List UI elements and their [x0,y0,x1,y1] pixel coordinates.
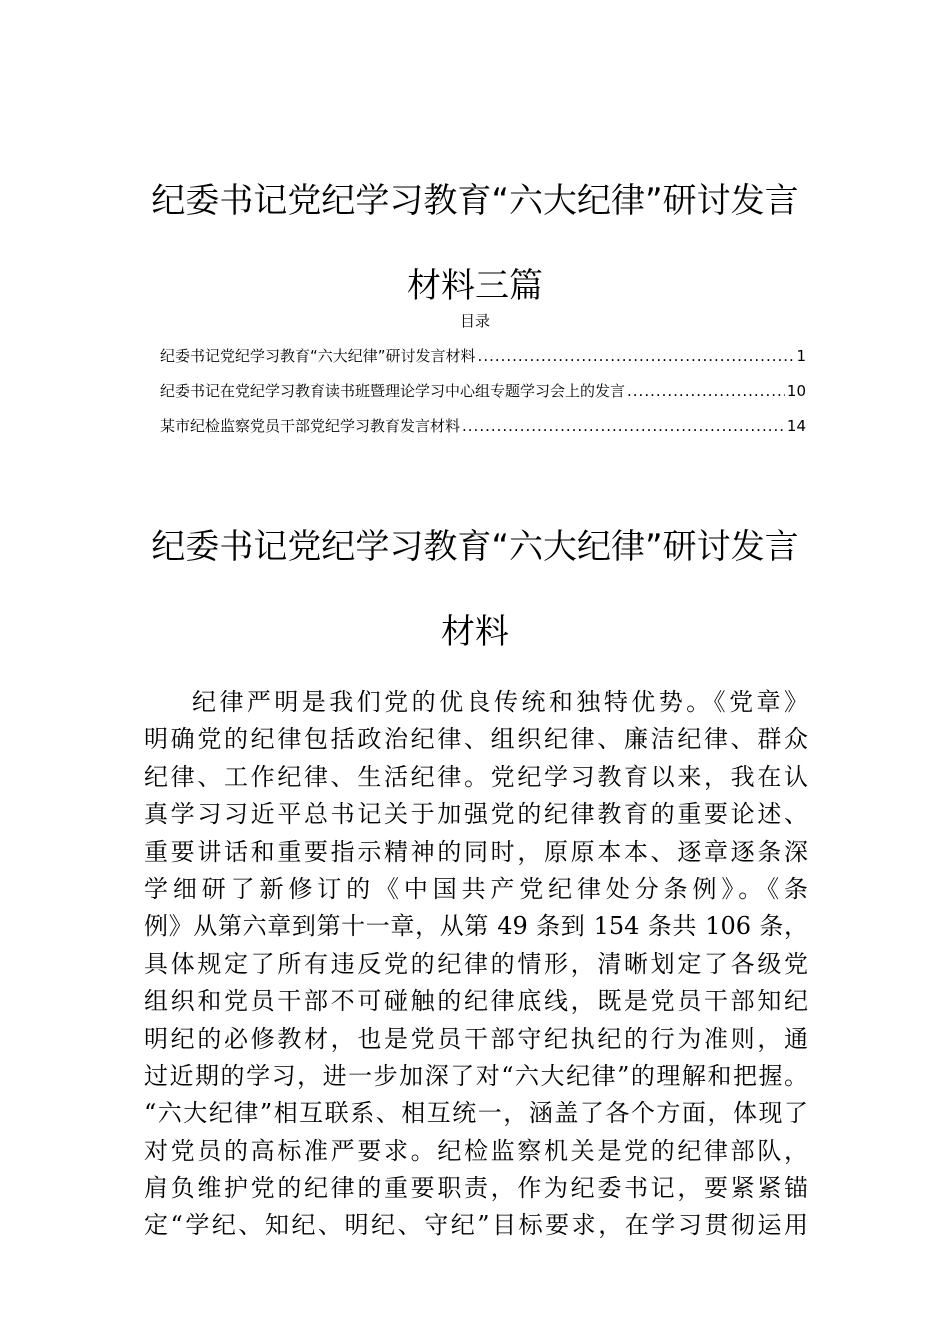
paragraph-line: 真学习习近平总书记关于加强党的纪律教育的重要论述、 [144,800,808,829]
paragraph-line: 定“学纪、知纪、明纪、守纪”目标要求，在学习贯彻运用 [144,1211,808,1240]
paragraph-line: 对党员的高标准严要求。纪检监察机关是党的纪律部队， [144,1136,808,1165]
toc-dot-leader [462,414,785,438]
toc-entry[interactable] [160,344,806,368]
body-paragraph [144,684,808,1245]
paragraph-line: 重要讲话和重要指示精神的同时，原原本本、逐章逐条深 [144,837,808,866]
paragraph-line: 明确党的纪律包括政治纪律、组织纪律、廉洁纪律、群众 [144,725,808,754]
toc-page-number: 10 [786,382,806,400]
toc-page-number: 1 [796,347,806,365]
toc-entry-text: 纪委书记党纪学习教育“六大纪律”研讨发言材料 [160,347,476,365]
toc-entry[interactable] [160,414,806,438]
toc-page-number: 14 [786,417,806,435]
toc-heading: 目录 [459,312,490,330]
paragraph-line: 明纪的必修教材，也是党员干部守纪执纪的行为准则，通 [144,1024,808,1053]
toc-entry-text: 某市纪检监察党员干部党纪学习教育发言材料 [160,417,461,435]
paragraph-line: 过近期的学习，进一步加深了对“六大纪律”的理解和把握。 [144,1061,808,1090]
paragraph-line: 具体规定了所有违反党的纪律的情形，清晰划定了各级党 [144,949,808,978]
toc-entry[interactable] [160,379,806,403]
paragraph-line: 组织和党员干部不可碰触的纪律底线，既是党员干部知纪 [144,987,808,1016]
toc-entry-text: 纪委书记在党纪学习教育读书班暨理论学习中心组专题学习会上的发言 [160,382,626,400]
paragraph-line: 纪律严明是我们党的优良传统和独特优势。《党章》 [192,688,808,716]
toc-dot-leader [627,379,785,403]
toc-dot-leader [478,344,795,368]
section-title-line: 材料 [441,612,509,652]
paragraph-line: 肩负维护党的纪律的重要职责，作为纪委书记，要紧紧锚 [144,1174,808,1203]
section-title [140,524,810,655]
paragraph-line: 纪律、工作纪律、生活纪律。党纪学习教育以来，我在认 [144,762,808,791]
paragraph-line: 学细研了新修订的《中国共产党纪律处分条例》。《条 [144,874,808,903]
document-title-line: 材料三篇 [407,266,543,306]
paragraph-line: “六大纪律”相互联系、相互统一，涵盖了各个方面，体现了 [144,1099,808,1128]
document-title-line: 纪委书记党纪学习教育“六大纪律”研讨发言 [151,181,799,221]
paragraph-line: 例》从第六章到第十一章，从第 49 条到 154 条共 106 条， [144,912,808,941]
section-title-line: 纪委书记党纪学习教育“六大纪律”研讨发言 [151,527,799,567]
table-of-contents [160,344,806,449]
document-title [140,178,810,309]
